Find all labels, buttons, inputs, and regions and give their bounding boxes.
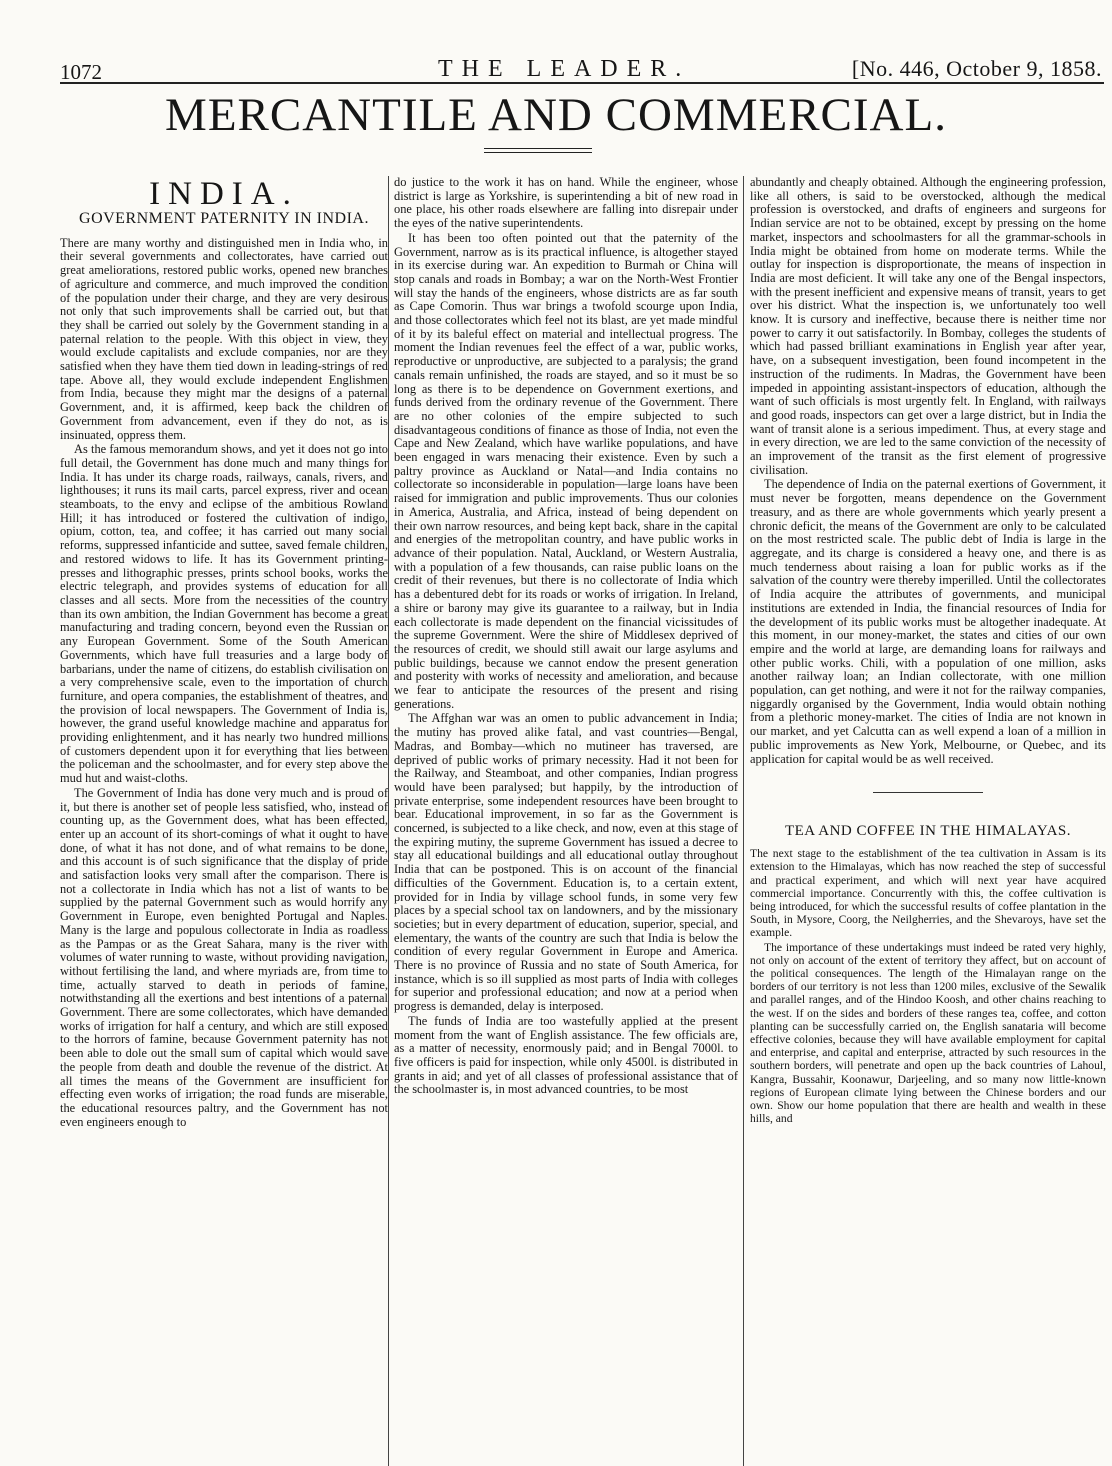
paragraph: It has been too often pointed out that the paternity of the Government, narrow as is its practical influence, is altogether stayed in its exercise during war. An expedition to Burmah or China will stop canals and roads in Bombay; a war on the North-West Frontier will stay the hands of the engineers, whose districts are as far south as Cape Comorin. Thus war brings a twofold scourge upon India, and those collectorates which feel not its blast, are yet made mindful of it by its baleful effect on material and intellectual progress. The moment the Indian revenues feel the effect of a war, public works, reproductive or unproductive, are subjected to a paralysis; the grand canals remain unfinished, the roads are stayed, and so it must be so long as there is to be dependence on Government exertions, and funds derived from the ordinary revenue of the Government. There are no other colonies of the empire subjected to such disadvantageous conditions of finance as those of India, not even the Cape and New Zealand, which have warlike populations, and have been engaged in wars menacing their existence. Even by such a paltry province as Auckland or Natal—and India contains no collectorate so inconsiderable in population—large loans have been raised for immigration and public improvements. Thus our colonies in America, Australia, and Africa, instead of being dependent on their own narrow resources, and being kept back, share in the capital and energies of the metropolitan country, and have public works in advance of their population. Natal, Auckland, or Western Australia, with a population of a few thousands, can raise public loans on the credit of their revenues, but there is no collectorate of India which has a debentured debt for its roads or works of irrigation. In Ireland, a shire or barony may give its guarantee to a railway, but in India each collectorate is made dependent on the financial vicissitudes of the supreme Government. Were the shire of Middlesex deprived of the resources of credit, we should still await our large asylums and public buildings, because we cannot endow the present generation and posterity with works of necessity and amelioration, and because we fear to anticipate the resources of the present and rising generations.: [394, 230, 738, 711]
title-rule: [484, 148, 592, 149]
paragraph: abundantly and cheaply obtained. Although the engineering profession, like all others, is said to be overstocked, although the medical profession is overstocked, and drafts of engineers and surgeons for Indian service are not to be obtained, except by pressing on the home market, inspectors and schoolmasters for all the grammar-schools in India might be obtained from home on moderate terms. While the outlay for inspection is disproportionate, the means of inspection in India are most deficient. It will take any one of the Bengal inspectors, with the present inefficient and expensive means of transit, years to get over his district. What the inspection is, we unfortunately too well know. It is cursory and ineffective, because there is neither time nor power to carry it out satisfactorily. In Bombay, colleges the students of which had passed brilliant examinations in English year after year, have, on a subsequent investigation, been found incompetent in the instruction of the rudiments. In Madras, the Government have been impeded in appointing assistant-inspectors of education, although the want of such officials is most urgently felt. In England, with railways and good roads, inspectors can get over a large district, but in India the want of transit alone is a serious impediment. Thus, at every stage and in every direction, we are led to the same conviction of the necessity of an improvement of the transit as the first element of progressive civilisation.: [750, 176, 1106, 477]
paragraph: The dependence of India on the paternal exertions of Government, it must never be forgotten, means dependence on the Government treasury, and as there are whole governments which yearly present a chronic deficit, the means of the Government are only to be calculated on the most restricted scale. The public debt of India is large in the aggregate, and its charge is considered a heavy one, and there is as much tenderness about raising a loan for public works as if the salvation of the country were thereby imperilled. Until the collectorates of India acquire the attributes of governments, and municipal institutions are extended in India, the financial resources of India for the development of its public works must be altogether inadequate. At this moment, in our money-market, the states and cities of our own empire and the world at large, are demanding loans for railways and other public works. Chili, with a population of one million, asks another railway loan; an Indian collectorate, with one million population, can get nothing, and were it not for the railway companies, niggardly organised by the Government, India would obtain nothing from a plethoric money-market. The cities of India are not known in our market, and yet Calcutta can as well expend a loan of a million in public improvements as New York, Melbourne, or Quebec, and its application for capital would be as well received.: [750, 477, 1106, 766]
title-rule: [484, 152, 592, 153]
issue-info: [No. 446, October 9, 1858.: [851, 56, 1102, 81]
paragraph: The importance of these undertakings must indeed be rated very highly, not only on account of the extent of territory they affect, but on account of the political consequences. The length of the Himalayan range on the borders of our territory is not less than 1200 miles, exclusive of the Sewalik and parallel ranges, and of the Hindoo Koosh, and other chains reaching to the west. If on the sides and borders of these ranges tea, coffee, and cotton planting can be successfully carried on, the English sanataria will become effective colonies, because they will have available employment for capital and enterprise, and capital and enterprise, attracted by such resources in the southern borders, will penetrate and open up the back countries of Lahoul, Kangra, Bussahir, Koonawur, Darjeeling, and so many now little-known regions of European climate lying between the Chinese borders and our own. Show our home population that there are health and wealth in these hills, and: [750, 940, 1106, 1126]
main-title: MERCANTILE AND COMMERCIAL.: [165, 89, 947, 141]
paragraph: The Government of India has done very much and is proud of it, but there is another set of people less satisfied, who, instead of counting up, as the Government does, what has been effected, enter up an account of its short-comings of what it ought to have done, of what it has not done, and of what remains to be done, and this account is of such significance that the display of pride and satisfaction looks very small after the comparison. There is not a collectorate in India which has not a list of wants to be supplied by the paternal Government such as would horrify any Government in Europe, even benighted Portugal and Naples. Many is the large and populous collectorate in India as roadless as the Pampas or as the Great Sahara, many is the river with volumes of water running to waste, without providing navigation, without fertilising the land, and where myriads are, from time to time, actually starved to death in periods of famine, notwithstanding all the exertions and best intentions of a paternal Government. There are some collectorates, which have demanded works of irrigation for half a century, and which are still exposed to the horrors of famine, because Government paternity has not been able to dole out the small sum of capital which would save the people from death and double the revenue of the district. At all times the means of the Government are insufficient for effecting even works of irrigation; the road funds are miserable, the educational resources paltry, and the Government has not even engineers enough to: [60, 785, 388, 1129]
paper-title: THE LEADER.: [438, 56, 691, 82]
column-1: [60, 176, 388, 1466]
article-subtitle: GOVERNMENT PATERNITY IN INDIA.: [79, 209, 369, 227]
paragraph: The Affghan war was an omen to public advancement in India; the mutiny has proved alike fatal, and vast countries—Bengal, Madras, and Bombay—which no mutineer has traversed, are deprived of public works of primary necessity. Had it not been for the Railway, and Steamboat, and other companies, Indian progress would have been paralysed; but happily, by the introduction of private enterprise, some independent resources have been brought to bear. Educational improvement, in so far as the Government is concerned, is subjected to a like check, and now, even at this stage of the expiring mutiny, the supreme Government has issued a decree to stay all educational buildings and all educational outlay throughout India that can be postponed. This is on account of the financial difficulties of the Government. Education is, to a certain extent, provided for in India by village school funds, in some very few places by a special school tax on landowners, and by the missionary societies; but in every department of education, superior, special, and elementary, the wants of the country are such that India is below the condition of every regular Government in Europe and America. There is no province of Russia and no state of South America, for instance, which is so ill supplied as most parts of India with colleges for superior and professional education; and now at a period when progress is demanded, delay is interposed.: [394, 711, 738, 1014]
paragraph: There are many worthy and distinguished men in India who, in their several governments and collectorates, have carried out great ameliorations, restored public works, opened new branches of agriculture and commerce, and much improved the condition of the population under their charge, and they are very desirous not only that such improvements shall be carried out, but that they shall be carried out solely by the Government standing in a paternal relation to the people. With this object in view, they would exclude capitalists and exclude companies, nor are they satisfied when they have them tied down in leading-strings of red tape. Above all, they would exclude independent Englishmen from India, because they might mar the designs of a paternal Government, and, it is affirmed, keep back the children of Government from advancement, even if they do not, as is insinuated, oppress them.: [60, 235, 388, 442]
section-title: INDIA.: [149, 176, 299, 212]
page-header: [60, 52, 1104, 82]
article-title-tea-coffee: TEA AND COFFEE IN THE HIMALAYAS.: [784, 823, 1072, 840]
column-2: [388, 176, 744, 1466]
paragraph: The next stage to the establishment of the tea cultivation in Assam is its extension to the Himalayas, which has now reached the step of successful and practical experiment, and which will next year have acquired commercial importance. Concurrently with this, the coffee cultivation is being introduced, for which the successful results of coffee plantation in the South, in Mysore, Coorg, the Neilgherries, and the Shevaroys, have set the example.: [750, 847, 1106, 940]
paragraph: The funds of India are too wastefully applied at the present moment from the want of English assistance. The few officials are, as a matter of necessity, enormously paid; and in Bengal 7000l. to five officers is paid for inspection, while only 4500l. is distributed in grants in aid; and yet of all classes of professional assistance that of the schoolmaster is, in most advanced countries, to be most: [394, 1013, 738, 1097]
paragraph: do justice to the work it has on hand. While the engineer, whose district is large as Yorkshire, is superintending a bit of new road in one place, his other roads elsewhere are falling into disrepair under the eyes of the native superintendents.: [394, 176, 738, 231]
paragraph: As the famous memorandum shows, and yet it does not go into full detail, the Government has done much and many things for India. It has under its charge roads, railways, canals, rivers, and lighthouses; it runs its mail carts, parcel express, river and ocean steamboats, to the envy and eclipse of the ambitious Rowland Hill; it has introduced or fostered the cultivation of indigo, opium, cotton, tea, and coffee; it has carried out many social reforms, suppressed infanticide and suttee, saved female children, and restored widows to life. It has its Government printing-presses and lithographic presses, prints school books, works the electric telegraph, and provides systems of education for all classes and all sects. More from the necessities of the country than its own ambition, the Indian Government has become a great manufacturing and trading concern, beyond even the Russian or any European Government. Some of the South American Governments, which have full treasuries and a large body of barbarians, under the name of citizens, do establish civilisation on a very comprehensive scale, even to the importation of church furniture, and opera companies, the establishment of theatres, and the provision of local newspapers. The Government of India is, however, the grand useful knowledge machine and apparatus for providing enlightenment, and it has nearly two hundred millions of customers dependent upon it for everything that lies between the policeman and the schoolmaster, and for every step above the mud hut and waist-cloths.: [60, 442, 388, 786]
column-3: [750, 176, 1106, 1466]
header-rule: [60, 82, 1104, 84]
section-divider: [873, 792, 983, 793]
page-number: 1072: [60, 60, 102, 84]
